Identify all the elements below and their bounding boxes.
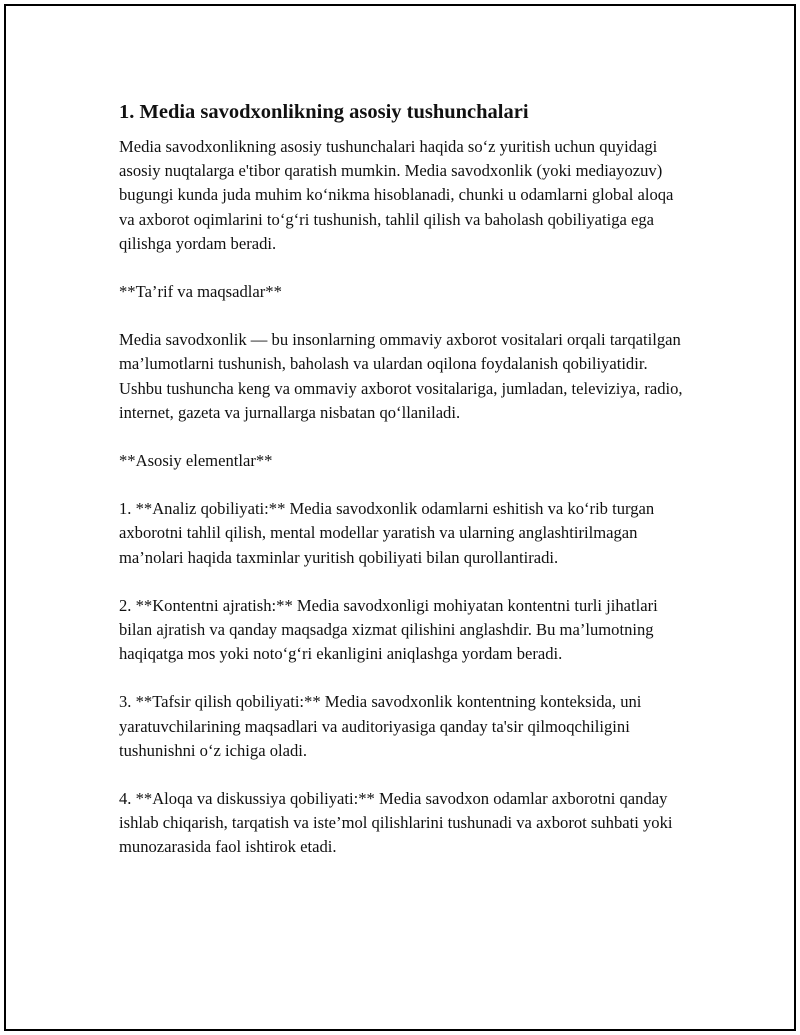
document-page bbox=[4, 4, 796, 1031]
subheading-elements: **Asosiy elementlar** bbox=[119, 451, 273, 471]
list-item-communication: 4. **Aloqa va diskussiya qobiliyati:** Media savodxon odamlar axborotni qanday ishlab chiqarish, tarqatish va iste’mol qilishlarini tushunadi va axborot suhbati yoki munozarasida faol ishtirok etadi. bbox=[119, 789, 673, 857]
list-item-interpretation: 3. **Tafsir qilish qobiliyati:** Media savodxonlik kontentning konteksida, uni yaratuvchilarining maqsadlari va auditoriyasiga qanday ta'sir qilmoqchiligini tushunishni o‘z ichiga oladi. bbox=[119, 692, 642, 760]
definition-paragraph: Media savodxonlik — bu insonlarning ommaviy axborot vositalari orqali tarqatilgan ma’lumotlarni tushunish, baholash va ulardan oqilona foydalanish qobiliyatidir. Ushbu tushuncha keng va ommaviy axborot vositalariga, jumladan, televiziya, radio, internet, gazeta va jurnallarga nisbatan qo‘llaniladi. bbox=[119, 330, 683, 422]
subheading-definition: **Ta’rif va maqsadlar** bbox=[119, 282, 282, 302]
section-heading: 1. Media savodxonlikning asosiy tushunchalari bbox=[119, 101, 529, 123]
intro-paragraph: Media savodxonlikning asosiy tushunchalari haqida so‘z yuritish uchun quyidagi asosiy nuqtalarga e'tibor qaratish mumkin. Media savodxonlik (yoki mediayozuv) bugungi kunda juda muhim ko‘nikma hisoblanadi, chunki u odamlarni global aloqa va axborot oqimlarini to‘g‘ri tushunish, tahlil qilish va baholash qobiliyatiga ega qilishga yordam beradi. bbox=[119, 137, 674, 253]
document-body bbox=[119, 98, 689, 884]
list-item-content-separation: 2. **Kontentni ajratish:** Media savodxonligi mohiyatan kontentni turli jihatlari bilan ajratish va qanday maqsadga xizmat qilishini anglashdir. Bu ma’lumotning haqiqatga mos yoki noto‘g‘ri ekanligini aniqlashga yordam beradi. bbox=[119, 595, 658, 664]
list-item-analysis: 1. **Analiz qobiliyati:** Media savodxonlik odamlarni eshitish va ko‘rib turgan axborotni tahlil qilish, mental modellar yaratish va ularning anglashtirilmagan ma’nolari haqida taxminlar yuritish qobiliyati bilan qurollantiradi. bbox=[119, 499, 655, 567]
